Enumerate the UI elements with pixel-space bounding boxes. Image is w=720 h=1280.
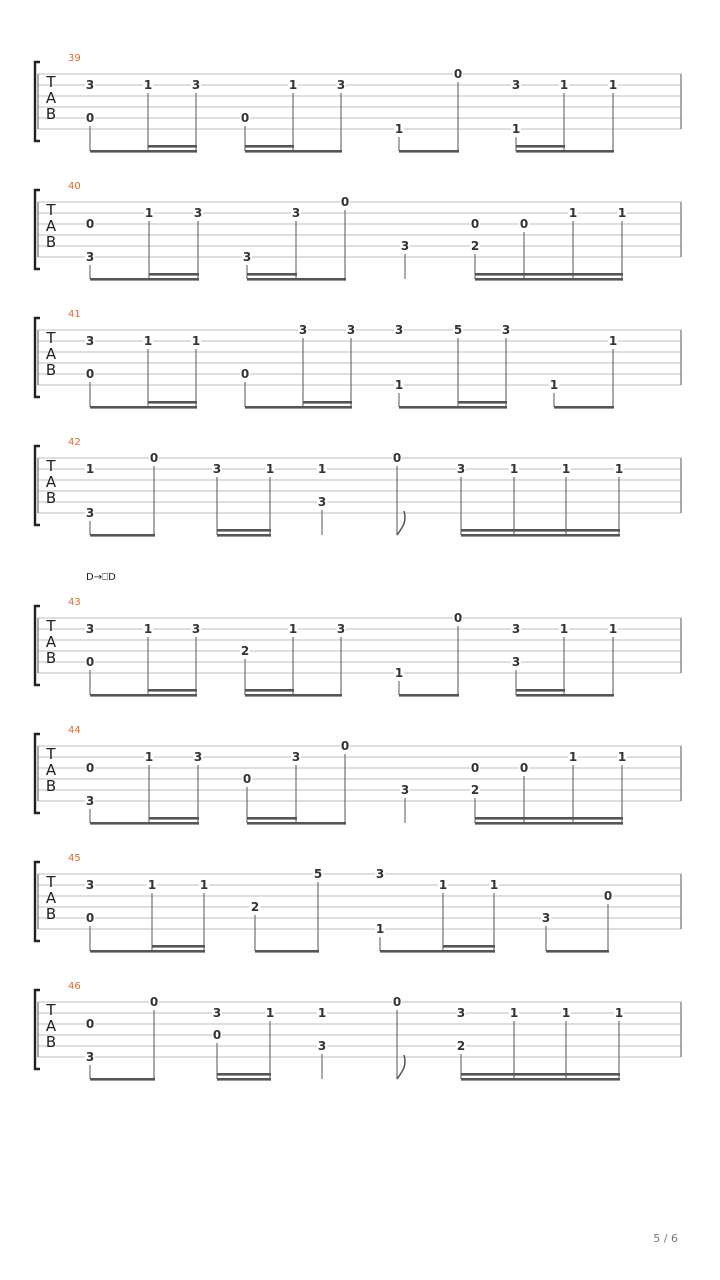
note-beam [255,950,319,953]
tab-system [35,981,681,1081]
fret-number: 3 [456,1006,466,1020]
fret-number: 3 [336,78,346,92]
fret-number: 1 [288,622,298,636]
tab-clef-letter: A [45,89,57,107]
note-beam [90,406,197,409]
fret-number: 0 [212,1028,222,1042]
tab-clef-letter: T [46,745,56,763]
fret-number: 0 [519,761,529,775]
tab-system [35,597,681,697]
note-beam [90,950,205,953]
tab-clef-letter: A [45,633,57,651]
tab-clef-letter: A [45,217,57,235]
fret-number: 5 [313,867,323,881]
note-beam [90,150,197,153]
fret-number: 2 [456,1039,466,1053]
fret-number: 1 [561,1006,571,1020]
fret-number: 1 [143,334,153,348]
measure-number: 42 [68,437,81,448]
fret-number: 1 [288,78,298,92]
tab-clef-letter: A [45,761,57,779]
fret-number: 0 [85,217,95,231]
fret-number: 3 [317,495,327,509]
fret-number: 2 [470,783,480,797]
tab-clef-letter: T [46,201,56,219]
fret-number: 3 [212,1006,222,1020]
fret-number: 1 [317,1006,327,1020]
tab-systems [35,53,681,1081]
fret-number: 1 [265,462,275,476]
note-beam [461,529,620,532]
fret-number: 0 [149,995,159,1009]
fret-number: 1 [559,622,569,636]
fret-number: 1 [438,878,448,892]
tab-clef-letter: T [46,457,56,475]
fret-number: 1 [559,78,569,92]
fret-number: 1 [144,206,154,220]
fret-number: 0 [85,1017,95,1031]
fret-number: 1 [191,334,201,348]
tab-system [35,53,681,153]
fret-number: 3 [291,206,301,220]
fret-number: 1 [617,206,627,220]
tab-clef-letter: B [45,1033,57,1051]
fret-number: 0 [340,739,350,753]
note-beam [247,273,297,276]
note-beam [516,150,614,153]
fret-number: 0 [340,195,350,209]
fret-number: 1 [147,878,157,892]
fret-number: 1 [608,334,618,348]
note-beam [152,945,205,948]
note-beam [443,945,495,948]
fret-number: 0 [392,995,402,1009]
tab-system [35,309,681,409]
tab-system [35,853,681,953]
fret-number: 1 [85,462,95,476]
page-number: 5 / 6 [653,1232,678,1245]
fret-number: 3 [85,878,95,892]
fret-number: 0 [470,761,480,775]
note-beam [399,150,459,153]
fret-number: 0 [453,67,463,81]
note-beam [245,150,342,153]
tab-clef-letter: B [45,233,57,251]
fret-number: 0 [519,217,529,231]
note-beam [546,950,609,953]
note-beam [247,278,346,281]
fret-number: 3 [336,622,346,636]
note-beam [90,1078,155,1081]
fret-number: 3 [541,911,551,925]
fret-number: 3 [212,462,222,476]
fret-number: 1 [317,462,327,476]
fret-number: 1 [143,622,153,636]
tab-clef-letter: A [45,889,57,907]
note-beam [458,401,507,404]
fret-number: 3 [85,78,95,92]
fret-number: 1 [394,666,404,680]
fret-number: 1 [144,750,154,764]
note-beam [217,534,271,537]
measure-number: 45 [68,853,81,864]
tab-system [35,437,681,537]
fret-number: 3 [85,1050,95,1064]
fret-number: 0 [242,772,252,786]
fret-number: 1 [265,1006,275,1020]
note-beam [90,822,199,825]
tab-clef-letter: B [45,777,57,795]
fret-number: 1 [509,1006,519,1020]
note-beam [303,401,352,404]
fret-number: 1 [561,462,571,476]
fret-number: 1 [489,878,499,892]
tab-clef-letter: A [45,1017,57,1035]
fret-number: 1 [568,750,578,764]
fret-number: 0 [453,611,463,625]
note-beam [516,145,565,148]
fret-number: 1 [394,378,404,392]
fret-number: 3 [85,334,95,348]
fret-number: 1 [614,462,624,476]
fret-number: 1 [568,206,578,220]
measure-number: 46 [68,981,81,992]
note-beam [90,278,199,281]
fret-number: 3 [394,323,404,337]
note-beam [461,534,620,537]
fret-number: 3 [400,783,410,797]
fret-number: 0 [603,889,613,903]
fret-number: 0 [85,761,95,775]
tab-clef-letter: B [45,105,57,123]
fret-number: 3 [191,78,201,92]
note-beam [148,401,197,404]
note-beam [475,278,623,281]
note-beam [475,273,623,276]
tab-system [35,725,681,825]
fret-number: 1 [617,750,627,764]
measure-number: 44 [68,725,81,736]
fret-number: 1 [509,462,519,476]
fret-number: 0 [240,111,250,125]
fret-number: 1 [394,122,404,136]
fret-number: 0 [85,111,95,125]
fret-number: 1 [549,378,559,392]
fret-number: 0 [240,367,250,381]
fret-number: 0 [85,655,95,669]
fret-number: 0 [85,367,95,381]
note-beam [399,406,507,409]
tab-clef-letter: B [45,649,57,667]
note-beam [217,529,271,532]
fret-number: 3 [456,462,466,476]
fret-number: 3 [511,622,521,636]
note-beam [475,817,623,820]
note-beam [217,1078,271,1081]
fret-number: 5 [453,323,463,337]
note-beam [554,406,614,409]
tab-clef-letter: B [45,361,57,379]
note-beam [245,694,342,697]
fret-number: 3 [85,622,95,636]
tab-clef-letter: T [46,329,56,347]
fret-number: 1 [614,1006,624,1020]
tab-clef-letter: T [46,617,56,635]
measure-number: 41 [68,309,81,320]
note-beam [380,950,495,953]
fret-number: 3 [400,239,410,253]
fret-number: 3 [346,323,356,337]
measure-number: 40 [68,181,81,192]
fret-number: 3 [85,506,95,520]
fret-number: 1 [608,622,618,636]
fret-number: 3 [193,206,203,220]
fret-number: 2 [240,644,250,658]
note-flag [397,511,405,535]
note-beam [475,822,623,825]
note-beam [90,694,197,697]
fret-number: 3 [375,867,385,881]
tab-clef-letter: T [46,873,56,891]
fret-number: 0 [85,911,95,925]
note-flag [397,1055,405,1079]
tuning-annotation: D→⎕D [86,572,116,583]
tab-clef-letter: T [46,1001,56,1019]
fret-number: 3 [242,250,252,264]
note-beam [149,273,199,276]
fret-number: 0 [149,451,159,465]
note-beam [245,145,294,148]
fret-number: 3 [191,622,201,636]
note-beam [461,1078,620,1081]
note-beam [149,817,199,820]
fret-number: 0 [392,451,402,465]
measure-number: 43 [68,597,81,608]
tab-clef-letter: B [45,905,57,923]
tab-clef-letter: B [45,489,57,507]
note-beam [90,534,155,537]
note-beam [247,822,346,825]
fret-number: 1 [608,78,618,92]
fret-number: 1 [143,78,153,92]
note-beam [245,406,352,409]
tab-system [35,181,681,281]
fret-number: 1 [375,922,385,936]
note-beam [148,689,197,692]
measure-number: 39 [68,53,81,64]
tab-clef-letter: A [45,345,57,363]
note-beam [148,145,197,148]
tab-clef-letter: T [46,73,56,91]
fret-number: 3 [317,1039,327,1053]
fret-number: 1 [199,878,209,892]
fret-number: 3 [85,250,95,264]
fret-number: 3 [511,78,521,92]
note-beam [461,1073,620,1076]
fret-number: 3 [291,750,301,764]
fret-number: 3 [501,323,511,337]
note-beam [516,689,565,692]
note-beam [217,1073,271,1076]
note-beam [245,689,294,692]
fret-number: 1 [511,122,521,136]
note-beam [247,817,297,820]
fret-number: 2 [470,239,480,253]
fret-number: 3 [85,794,95,808]
fret-number: 3 [298,323,308,337]
fret-number: 3 [511,655,521,669]
note-beam [399,694,459,697]
tab-clef-letter: A [45,473,57,491]
fret-number: 0 [470,217,480,231]
note-beam [516,694,614,697]
fret-number: 3 [193,750,203,764]
fret-number: 2 [250,900,260,914]
